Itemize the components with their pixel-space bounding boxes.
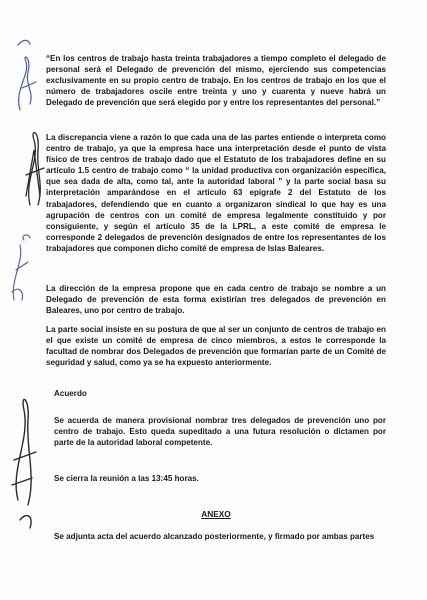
paragraph-discrepancy: La discrepancia viene a razón lo que cada una de las partes entiende o interpreta como centro de trabajo, ya que la empresa hace una interpretación desde el punto de vista físico de tres centros de trabajo dado que el Estatuto de los trabajadores define en su artículo 1.5 centro de trabajo como “ la unidad productiva con organización específica, que sea dada de alta, como tal, ante la autoridad laboral ” y la parte social basa su interpretación amparándose en el artículo 63 epígrafe 2 del Estatuto de los trabajadores, defendiendo que en cuanto a organizaron sindical lo que hay es una agrupación de centros con un comité de empresa legalmente constituido y por consiguiente, y según el artículo 35 de la LPRL, a este comité de empresa le corresponde 2 delegados de prevención designados de entre los representantes de los trabajadores que componen dicho comité de empresa de Islas Baleares. (46, 133, 386, 253)
paragraph-social-position: La parte social insiste en su postura de que al ser un conjunto de centros de trabajo en el que existe un comité de empresa de cinco miembros, a estos le corresponde la facultad de nombrar dos Delegados de prevención que formarían parte de un Comité de seguridad y salud, como ya se ha expuesto anteriormente. (46, 325, 386, 368)
paragraph-annex-note: Se adjunta acta del acuerdo alcanzado posteriormente, y firmado por ambas partes (54, 532, 375, 541)
paragraph-meeting-close: Se cierra la reunión a las 13:45 horas. (54, 474, 199, 483)
paragraph-quote-delegates: “En los centros de trabajo hasta treinta trabajadores a tiempo completo el delegado de personal será el Delegado de prevención del mismo, ejerciendo sus competencias exclusivamente en su propio centro de trabajo. En los centros de trabajo en los que el número de trabajadores oscile entre treinta y uno y cuarenta y nueve habrá un Delegado de prevención que será elegido por y entre los representantes del personal.” (46, 54, 386, 108)
handwritten-signatures (0, 0, 48, 600)
paragraph-agreement: Se acuerda de manera provisional nombrar tres delegados de prevención uno por centro de trabajo. Esto queda supeditado a una futura resolución o dictamen por parte de la autoridad laboral competente. (54, 416, 386, 448)
agreement-heading: Acuerdo (54, 389, 87, 398)
annex-title: ANEXO (201, 509, 231, 519)
margin-signatures (0, 0, 48, 600)
paragraph-company-proposal: La dirección de la empresa propone que en cada centro de trabajo se nombre a un Delegado de prevención de esta forma existirían tres delegados de prevención en Baleares, uno por centro de trabajo. (46, 284, 386, 316)
